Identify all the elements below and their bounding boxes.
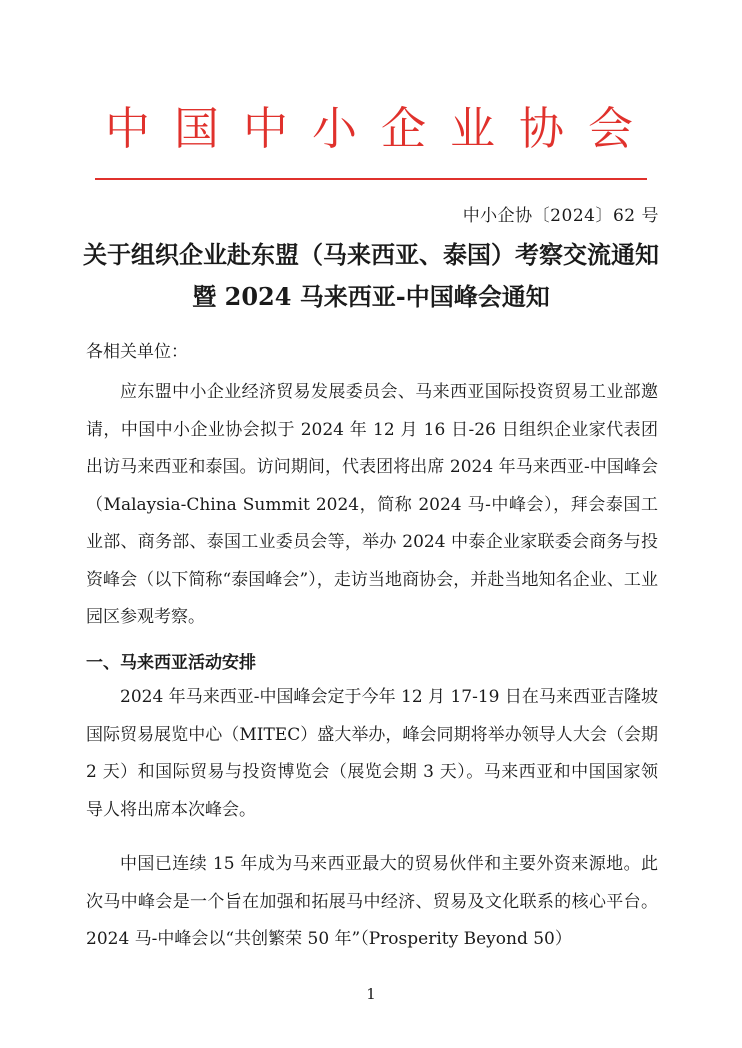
title-line-1: 关于组织企业赴东盟（马来西亚、泰国）考察交流通知 [83,240,659,269]
document-title [40,234,702,318]
salutation: 各相关单位： [86,342,188,362]
section-heading-malaysia: 一、马来西亚活动安排 [86,653,256,673]
paragraph-intro: 应东盟中小企业经济贸易发展委员会、马来西亚国际投资贸易工业部邀请，中国中小企业协会拟于 2024 年 12 月 16 日-26 日组织企业家代表团出访马来西亚和泰国。访问期间，代表团将出席 2024 年马来西亚-中国峰会（Malaysia-China Summit 2024，简称 2024 马-中峰会），拜会泰国工业部、商务部、泰国工业委员会等，举办 2024 中泰企业家联委会商务与投资峰会（以下简称“泰国峰会”），走访当地商协会，并赴当地知名企业、工业园区参观考察。 [86,382,658,627]
masthead-title: 中国中小企业协会 [104,102,657,155]
paragraph-trade-relations: 中国已连续 15 年成为马来西亚最大的贸易伙伴和主要外资来源地。此次马中峰会是一个旨在加强和拓展马中经济、贸易及文化联系的核心平台。2024 马-中峰会以“共创繁荣 50 年”（Prosperity Beyond 50） [86,854,658,949]
title-line-2: 暨 2024 马来西亚-中国峰会通知 [192,282,550,311]
page-number: 1 [366,985,376,1003]
masthead-divider [95,178,647,180]
paragraph-summit-details: 2024 年马来西亚-中国峰会定于今年 12 月 17-19 日在马来西亚吉隆坡国际贸易展览中心（MITEC）盛大举办，峰会同期将举办领导人大会（会期 2 天）和国际贸易与投资博览会（展览会期 3 天）。马来西亚和中国国家领导人将出席本次峰会。 [86,687,658,820]
document-number: 中小企协〔2024〕62 号 [462,206,659,226]
